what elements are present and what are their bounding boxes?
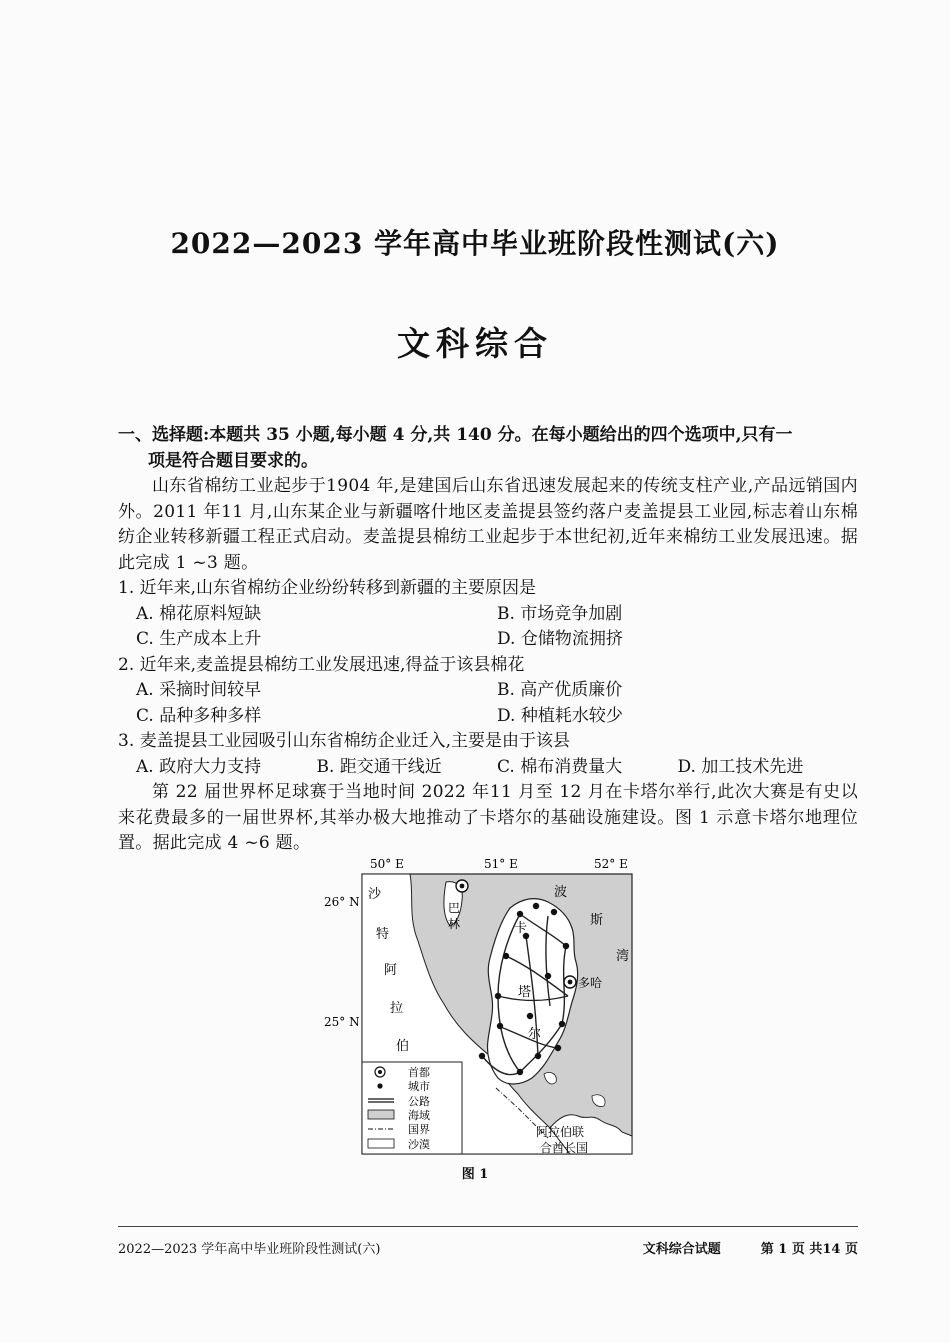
label-qatar-1: 卡	[514, 921, 528, 936]
legend-city-symbol	[377, 1083, 382, 1088]
section-heading: 一、选择题:本题共 35 小题,每小题 4 分,共 140 分。在每小题给出的四个选项中,只有一	[118, 425, 793, 445]
option-2d[interactable]: D. 种植耗水较少	[497, 705, 623, 726]
options-q1	[118, 602, 858, 628]
label-bahrain-1: 巴	[448, 901, 461, 915]
label-saudi-5: 伯	[396, 1039, 410, 1054]
question-2: 2. 近年来,麦盖提县棉纺工业发展迅速,得益于该县棉花	[118, 654, 525, 675]
option-1d[interactable]: D. 仓储物流拥挤	[497, 629, 623, 649]
lon-label-51: 51° E	[484, 857, 518, 871]
section-heading-cont: 项是符合题目要求的。	[148, 450, 318, 471]
exam-content	[118, 423, 858, 857]
option-3d[interactable]: D. 加工技术先进	[677, 756, 804, 777]
label-gulf-1: 波	[554, 885, 568, 900]
options-q1-row2	[118, 627, 858, 653]
exam-title: 2022—2023 学年高中毕业班阶段性测试(六)	[170, 227, 780, 260]
figure-caption: 图 1	[461, 1167, 489, 1182]
legend-desert-symbol	[368, 1139, 394, 1148]
label-uae-1: 阿拉伯联	[536, 1125, 585, 1139]
legend-city: 城市	[408, 1080, 430, 1093]
label-saudi-2: 特	[376, 927, 390, 942]
footer-right	[643, 1238, 858, 1257]
label-qatar-2: 塔	[518, 985, 532, 1000]
legend-sea: 海域	[408, 1109, 430, 1122]
lon-label-52: 52° E	[594, 857, 628, 871]
label-doha: 多哈	[578, 976, 603, 990]
label-saudi-4: 拉	[390, 1001, 404, 1016]
legend-border: 国界	[408, 1123, 430, 1136]
option-3a[interactable]: A. 政府大力支持	[136, 756, 262, 777]
option-3b[interactable]: B. 距交通干线近	[316, 756, 442, 777]
label-saudi-3: 阿	[384, 963, 398, 978]
legend-sea-symbol	[368, 1110, 394, 1119]
option-1a[interactable]: A. 棉花原料短缺	[136, 603, 262, 624]
label-saudi-1: 沙	[368, 887, 382, 902]
capital-manama	[456, 880, 468, 892]
footer-divider	[118, 1226, 858, 1227]
option-3c[interactable]: C. 棉布消费量大	[497, 756, 623, 777]
footer-exam-name: 2022—2023 学年高中毕业班阶段性测试(六)	[118, 1242, 381, 1257]
lat-label-26: 26° N	[324, 895, 360, 909]
options-q2-row2	[118, 704, 858, 730]
option-2c[interactable]: C. 品种多种多样	[136, 705, 262, 726]
passage-1: 山东省棉纺工业起步于1904 年,是建国后山东省迅速发展起来的传统支柱产业,产品远销国内外。2011 年11 月,山东某企业与新疆喀什地区麦盖提县签约落户麦盖提县工业园,标志着山东棉纺企业转移新疆工程正式启动。麦盖提县棉纺工业起步于本世纪初,近年来棉纺工业发展迅速。据此完成 1 ~3 题。	[118, 476, 858, 573]
footer-page-number: 第 1 页 共14 页	[760, 1242, 858, 1257]
label-bahrain-2: 林	[448, 917, 461, 931]
option-2a[interactable]: A. 采摘时间较早	[136, 680, 262, 700]
lat-label-25: 25° N	[324, 1015, 360, 1029]
lon-label-50: 50° E	[370, 857, 404, 871]
options-q2	[118, 678, 858, 704]
legend-desert: 沙漠	[408, 1138, 430, 1151]
option-1b[interactable]: B. 市场竞争加剧	[497, 603, 623, 624]
capital-doha	[564, 976, 576, 988]
label-gulf-3: 湾	[616, 949, 630, 964]
question-1: 1. 近年来,山东省棉纺企业纷纷转移到新疆的主要原因是	[118, 578, 537, 598]
label-gulf-2: 斯	[590, 913, 604, 928]
label-qatar-3: 尔	[528, 1027, 542, 1042]
qatar-map	[322, 856, 642, 1176]
question-3: 3. 麦盖提县工业园吸引山东省棉纺企业迁入,主要是由于该县	[118, 731, 571, 751]
map-legend	[362, 1062, 462, 1154]
page-footer	[118, 1238, 858, 1257]
footer-subject: 文科综合试题	[642, 1242, 721, 1257]
passage-2: 第 22 届世界杯足球赛于当地时间 2022 年11 月至 12 月在卡塔尔举行,此次大赛是有史以来花费最多的一届世界杯,其举办极大地推动了卡塔尔的基础设施建设。图 1 示意卡塔尔地理位置。据此完成 4 ~6 题。	[118, 782, 858, 853]
option-2b[interactable]: B. 高产优质廉价	[497, 680, 623, 700]
subject-title: 文科综合	[397, 324, 553, 363]
option-1c[interactable]: C. 生产成本上升	[136, 629, 262, 649]
label-uae-2: 合酋长国	[540, 1141, 589, 1155]
legend-capital: 首都	[408, 1066, 430, 1079]
options-q3	[118, 755, 858, 781]
legend-road: 公路	[408, 1095, 430, 1108]
